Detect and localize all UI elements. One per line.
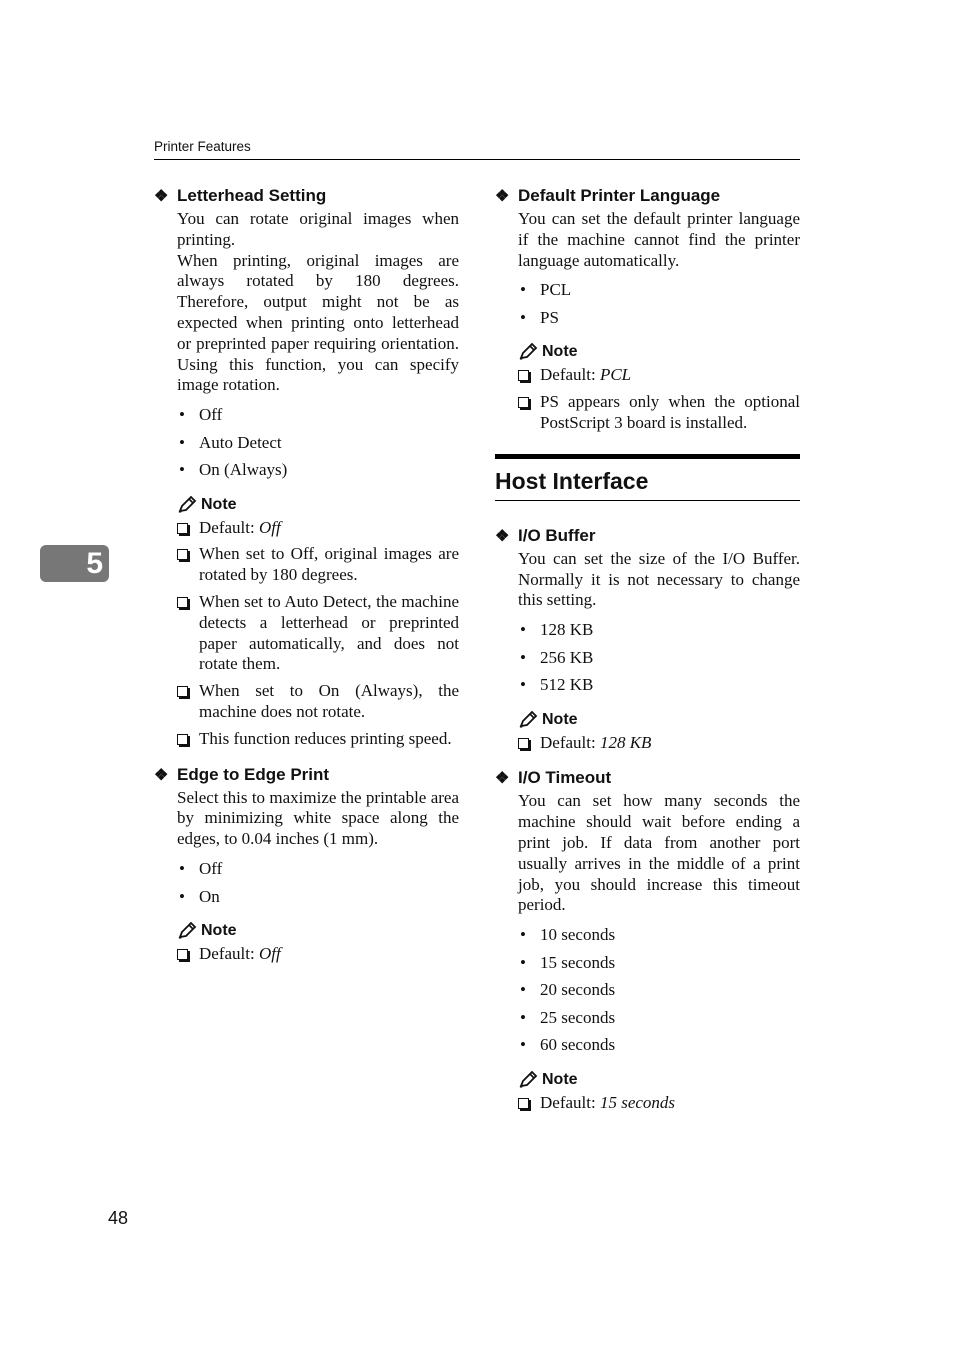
note-block [177,494,459,750]
list-item: • 15 seconds [518,949,800,977]
note-block [177,920,459,965]
pencil-icon [518,1071,538,1089]
option-list [177,401,459,484]
checkbox-icon [518,1098,529,1109]
checkbox-icon [518,738,529,749]
bullet-icon: • [520,280,526,300]
note-list [177,518,459,750]
diamond-icon: ❖ [154,766,169,784]
paragraph: You can set how many seconds the machine should wait before ending a print job. If data from another port usually arrives in the middle of a print job, you should increase this timeout period. [518,791,800,915]
note-list [518,733,800,754]
checkbox-icon [177,686,188,697]
bullet-icon: • [520,307,526,327]
list-item: • 60 seconds [518,1031,800,1059]
paragraph: When printing, original images are always rotated by 180 degrees. Therefore, output might not be as expected when printing onto letterhead or preprinted paper requiring orientation. Using this function, you can specify image rotation. [177,250,459,395]
bullet-icon: • [520,925,526,945]
bullet-icon: • [179,859,185,879]
note-item: PS appears only when the optional PostScript 3 board is installed. [518,392,800,434]
chapter-tab: 5 [40,545,109,582]
paragraph: You can set the default printer language if the machine cannot find the printer language automatically. [518,209,800,270]
bullet-icon: • [520,620,526,640]
note-heading: Note [518,709,800,731]
bullet-icon: • [179,405,185,425]
pencil-icon [518,343,538,361]
bullet-icon: • [520,952,526,972]
paragraph: You can set the size of the I/O Buffer. Normally it is not necessary to change this setting. [518,548,800,610]
note-heading: Note [177,494,459,516]
list-item: • On [177,883,459,911]
checkbox-icon [518,397,529,408]
note-list [177,944,459,965]
checkbox-icon [177,597,188,608]
checkbox-icon [177,949,188,960]
checkbox-icon [177,549,188,560]
diamond-icon: ❖ [495,188,510,205]
list-item: • 256 KB [518,644,800,672]
list-item: • Auto Detect [177,429,459,457]
option-list [518,616,800,699]
section-title: ❖ Letterhead Setting [154,185,459,208]
list-item: • On (Always) [177,456,459,484]
section-title: ❖ Edge to Edge Print [154,764,459,787]
note-item: Default: 15 seconds [518,1093,800,1114]
bullet-icon: • [520,675,526,695]
running-header [154,138,800,160]
note-item: Default: Off [177,944,459,965]
note-item: When set to On (Always), the machine does not rotate. [177,681,459,723]
bullet-icon: • [520,1035,526,1055]
pencil-icon [177,496,197,514]
list-item: • 20 seconds [518,976,800,1004]
section-body [518,209,800,271]
section-letterhead-setting [154,185,459,750]
paragraph: Select this to maximize the printable area by minimizing white space along the edges, to 0.04 inches (1 mm). [177,787,459,849]
note-item: Default: PCL [518,365,800,386]
checkbox-icon [518,370,529,381]
page-number: 48 [108,1208,129,1228]
section-title: ❖ Default Printer Language [495,185,800,208]
section-body [518,549,800,611]
section-title: ❖ I/O Buffer [495,525,800,548]
option-list [518,921,800,1059]
section-body [177,209,459,396]
note-item: Default: 128 KB [518,733,800,754]
paragraph: You can rotate original images when printing. [177,209,459,249]
diamond-icon: ❖ [495,770,510,788]
list-item: • 10 seconds [518,921,800,949]
list-item: • 25 seconds [518,1004,800,1032]
note-heading: Note [518,1069,800,1091]
note-list [518,365,800,433]
pencil-icon [518,711,538,729]
bullet-icon: • [179,886,185,906]
list-item: • Off [177,401,459,429]
section-body [177,788,459,850]
checkbox-icon [177,734,188,745]
bullet-icon: • [520,1007,526,1027]
diamond-icon: ❖ [154,188,169,205]
host-interface-heading [495,454,800,501]
checkbox-icon [177,523,188,534]
pencil-icon [177,922,197,940]
option-list [177,855,459,910]
note-heading: Note [177,920,459,942]
bullet-icon: • [520,980,526,1000]
note-block [518,1069,800,1114]
note-block [518,709,800,754]
section-edge-to-edge-print [154,764,459,965]
section-io-buffer [495,525,800,754]
list-item: • PS [518,304,800,332]
bullet-icon: • [520,647,526,667]
right-column [495,185,800,1128]
chapter-section-title: Host Interface [495,467,649,494]
bullet-icon: • [179,432,185,452]
header-section-title: Printer Features [154,139,251,154]
note-heading: Note [518,341,800,363]
section-default-printer-language [495,185,800,434]
list-item: • PCL [518,276,800,304]
note-block [518,341,800,433]
section-io-timeout [495,767,800,1113]
note-item: When set to Off, original images are rotated by 180 degrees. [177,544,459,586]
note-item: Default: Off [177,518,459,539]
option-list [518,276,800,331]
diamond-icon: ❖ [495,527,510,545]
note-item: When set to Auto Detect, the machine detects a letterhead or preprinted paper automatically, and does not rotate them. [177,592,459,675]
left-column [154,185,459,979]
section-body [518,791,800,916]
list-item: • 128 KB [518,616,800,644]
note-list [518,1093,800,1114]
note-item: This function reduces printing speed. [177,729,459,750]
list-item: • 512 KB [518,671,800,699]
section-title: ❖ I/O Timeout [495,767,800,790]
bullet-icon: • [179,460,185,480]
list-item: • Off [177,855,459,883]
